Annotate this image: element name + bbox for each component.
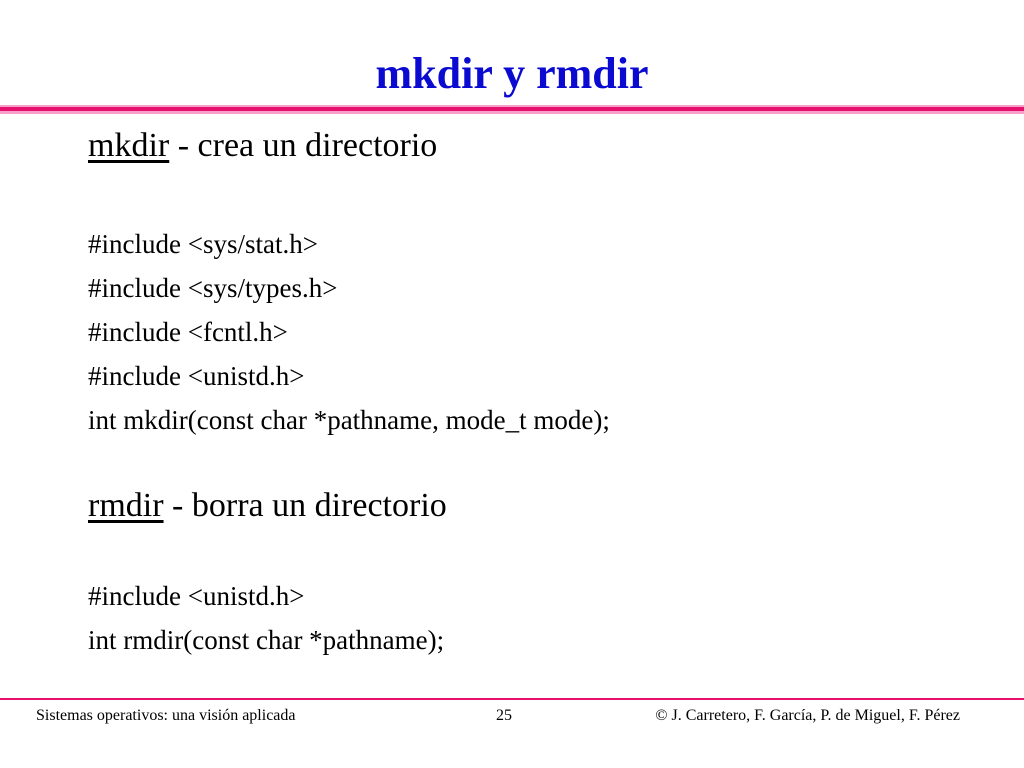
footer-left: Sistemas operativos: una visión aplicada	[36, 707, 296, 724]
rmdir-code-line-1: #include <unistd.h>	[88, 581, 305, 611]
mkdir-code-line-5: int mkdir(const char *pathname, mode_t mode);	[88, 405, 610, 435]
slide-title: mkdir y rmdir	[375, 49, 649, 98]
mkdir-command: mkdir	[88, 127, 170, 164]
rmdir-description: - borra un directorio	[163, 487, 447, 524]
mkdir-description: - crea un directorio	[169, 127, 438, 164]
section-mkdir-heading	[88, 126, 437, 166]
rmdir-code-line-2: int rmdir(const char *pathname);	[88, 625, 445, 655]
rmdir-command: rmdir	[88, 487, 164, 524]
footer-divider	[0, 698, 1024, 700]
mkdir-code-line-4: #include <unistd.h>	[88, 361, 305, 391]
section-rmdir-heading	[88, 486, 447, 526]
title-divider	[0, 105, 1024, 114]
page-number: 25	[496, 707, 512, 724]
footer-right: © J. Carretero, F. García, P. de Miguel, F. Pérez	[655, 707, 960, 724]
mkdir-code-line-1: #include <sys/stat.h>	[88, 229, 318, 259]
mkdir-code-line-2: #include <sys/types.h>	[88, 273, 338, 303]
mkdir-code-line-3: #include <fcntl.h>	[88, 317, 288, 347]
